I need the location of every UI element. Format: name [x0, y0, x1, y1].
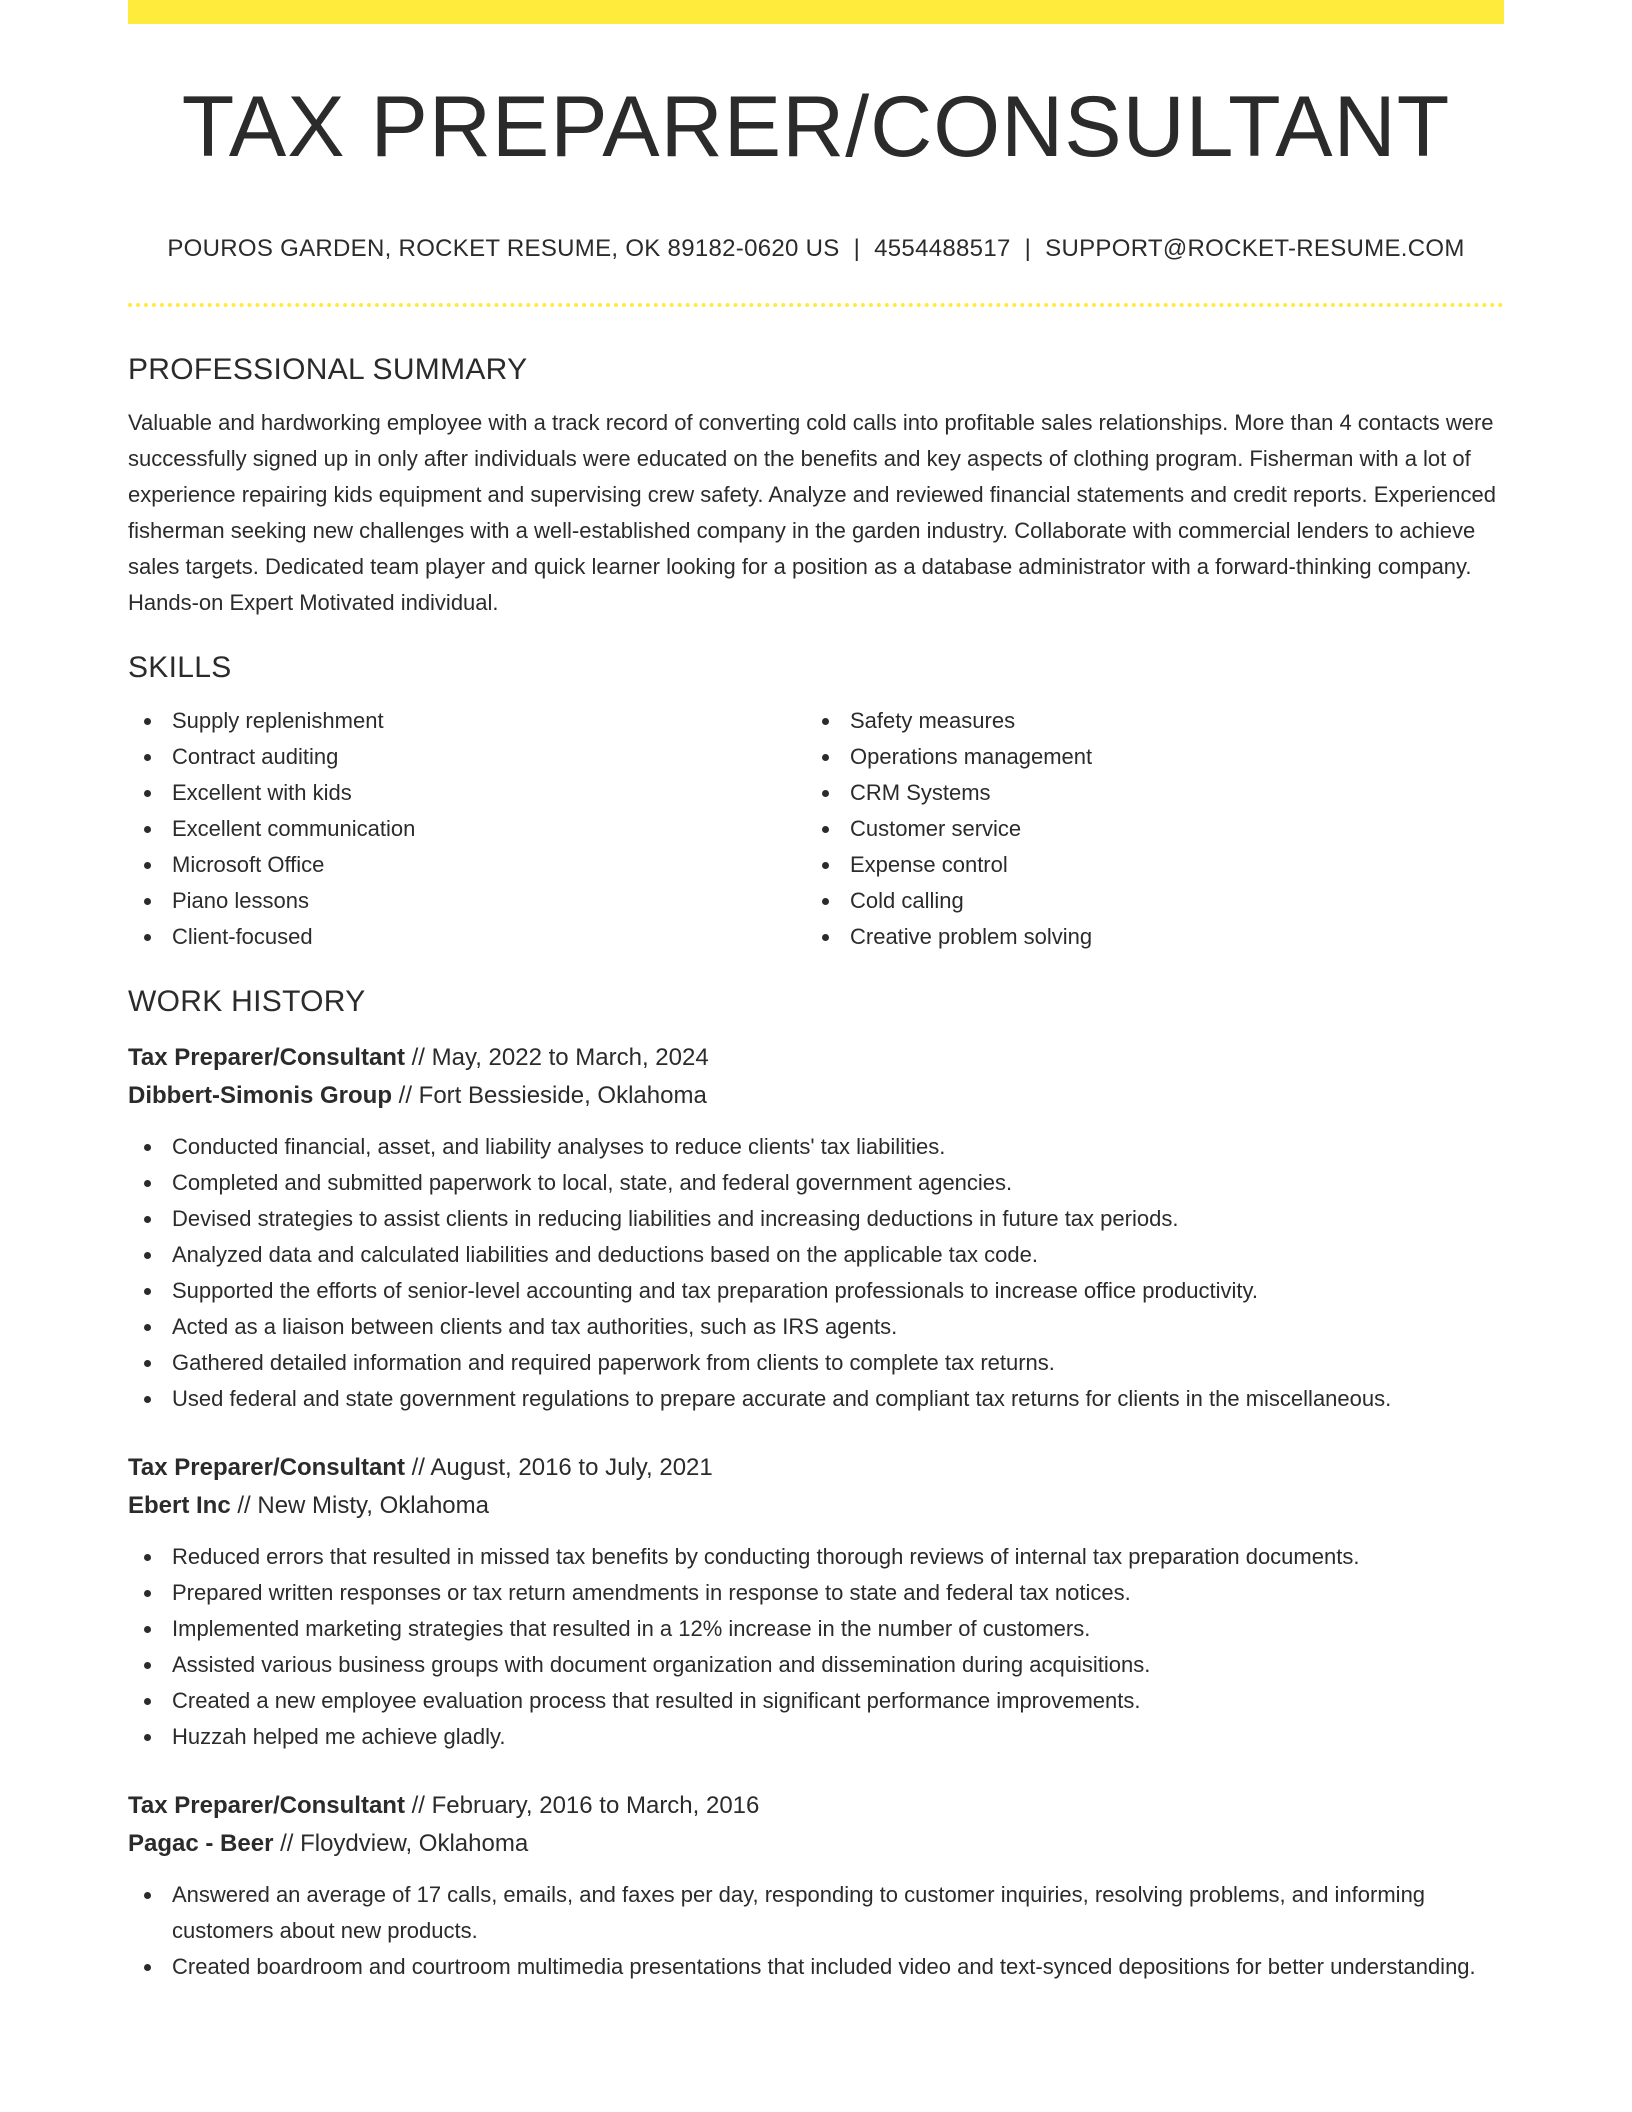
skill-item: Safety measures: [806, 703, 1484, 739]
job-bullet: Conducted financial, asset, and liability analyses to reduce clients' tax liabilities.: [128, 1129, 1504, 1165]
job-bullet: Created boardroom and courtroom multimedia presentations that included video and text-synced depositions for better understanding.: [128, 1949, 1504, 1985]
phone: 4554488517: [874, 234, 1011, 262]
job-company-line: [128, 1487, 1504, 1525]
resume-page: [128, 0, 1504, 1985]
skill-item: Microsoft Office: [128, 847, 806, 883]
accent-bar: [128, 0, 1504, 24]
separator: |: [1024, 234, 1032, 262]
job-location: // New Misty, Oklahoma: [230, 1491, 489, 1519]
job-dates: // May, 2022 to March, 2024: [404, 1043, 709, 1071]
contact-line: [128, 235, 1504, 263]
separator: |: [853, 234, 861, 262]
job-title-line: [128, 1787, 1504, 1825]
job-bullet: Created a new employee evaluation process that resulted in significant performance improvements.: [128, 1683, 1504, 1719]
skill-item: Expense control: [806, 847, 1484, 883]
job-role: Tax Preparer/Consultant: [128, 1791, 405, 1819]
job-bullets: [128, 1877, 1504, 1985]
job-location: // Floydview, Oklahoma: [273, 1829, 529, 1857]
skill-item: Contract auditing: [128, 739, 806, 775]
skill-item: Excellent with kids: [128, 775, 806, 811]
job-bullet: Implemented marketing strategies that resulted in a 12% increase in the number of customers.: [128, 1611, 1504, 1647]
job-bullet: Prepared written responses or tax return amendments in response to state and federal tax notices.: [128, 1575, 1504, 1611]
job-bullet: Reduced errors that resulted in missed tax benefits by conducting thorough reviews of internal tax preparation documents.: [128, 1539, 1504, 1575]
job-entry: [128, 1787, 1504, 1985]
job-bullet: Completed and submitted paperwork to local, state, and federal government agencies.: [128, 1165, 1504, 1201]
skill-item: Operations management: [806, 739, 1484, 775]
job-company-line: [128, 1077, 1504, 1115]
job-entry: [128, 1449, 1504, 1755]
skill-item: Supply replenishment: [128, 703, 806, 739]
job-role: Tax Preparer/Consultant: [128, 1043, 405, 1071]
job-company: Dibbert-Simonis Group: [128, 1081, 392, 1109]
job-bullet: Huzzah helped me achieve gladly.: [128, 1719, 1504, 1755]
skill-item: Cold calling: [806, 883, 1484, 919]
email: SUPPORT@ROCKET-RESUME.COM: [1045, 234, 1465, 262]
skill-item: Creative problem solving: [806, 919, 1484, 955]
skills-column-right: [806, 703, 1484, 955]
job-entry: [128, 1039, 1504, 1417]
skill-item: Client-focused: [128, 919, 806, 955]
job-bullet: Acted as a liaison between clients and tax authorities, such as IRS agents.: [128, 1309, 1504, 1345]
skills-list: [128, 703, 1504, 955]
job-company-line: [128, 1825, 1504, 1863]
job-bullet: Answered an average of 17 calls, emails, and faxes per day, responding to customer inquiries, resolving problems, and informing customers about new products.: [128, 1877, 1504, 1949]
work-history-heading: WORK HISTORY: [128, 984, 366, 1018]
job-bullet: Supported the efforts of senior-level accounting and tax preparation professionals to increase office productivity.: [128, 1273, 1504, 1309]
job-location: // Fort Bessieside, Oklahoma: [392, 1081, 707, 1109]
job-title-line: [128, 1449, 1504, 1487]
skill-item: CRM Systems: [806, 775, 1484, 811]
skill-item: Excellent communication: [128, 811, 806, 847]
job-title-line: [128, 1039, 1504, 1077]
job-bullets: [128, 1129, 1504, 1417]
summary-text: Valuable and hardworking employee with a track record of converting cold calls into profitable sales relationships. More than 4 contacts were successfully signed up in only after individuals were educated on the benefits and key aspects of clothing program. Fisherman with a lot of experience repairing kids equipment and supervising crew safety. Analyze and reviewed financial statements and credit reports. Experienced fisherman seeking new challenges with a well-established company in the garden industry. Collaborate with commercial lenders to achieve sales targets. Dedicated team player and quick learner looking for a position as a database administrator with a forward-thinking company. Hands-on Expert Motivated individual.: [128, 409, 1497, 615]
job-bullet: Assisted various business groups with document organization and dissemination during acquisitions.: [128, 1647, 1504, 1683]
address: POUROS GARDEN, ROCKET RESUME, OK 89182-0620 US: [167, 234, 840, 262]
summary-heading: PROFESSIONAL SUMMARY: [128, 352, 528, 386]
job-company: Ebert Inc: [128, 1491, 231, 1519]
dotted-divider: [128, 303, 1504, 307]
job-dates: // February, 2016 to March, 2016: [404, 1791, 760, 1819]
skill-item: Customer service: [806, 811, 1484, 847]
skills-column-left: [128, 703, 806, 955]
job-bullet: Used federal and state government regulations to prepare accurate and compliant tax returns for clients in the miscellaneous.: [128, 1381, 1504, 1417]
skill-item: Piano lessons: [128, 883, 806, 919]
job-bullet: Analyzed data and calculated liabilities and deductions based on the applicable tax code.: [128, 1237, 1504, 1273]
job-bullet: Gathered detailed information and required paperwork from clients to complete tax returns.: [128, 1345, 1504, 1381]
job-bullets: [128, 1539, 1504, 1755]
skills-heading: SKILLS: [128, 650, 232, 684]
resume-name: TAX PREPARER/CONSULTANT: [181, 79, 1451, 175]
job-company: Pagac - Beer: [128, 1829, 274, 1857]
job-role: Tax Preparer/Consultant: [128, 1453, 405, 1481]
job-bullet: Devised strategies to assist clients in reducing liabilities and increasing deductions in future tax periods.: [128, 1201, 1504, 1237]
job-dates: // August, 2016 to July, 2021: [404, 1453, 713, 1481]
